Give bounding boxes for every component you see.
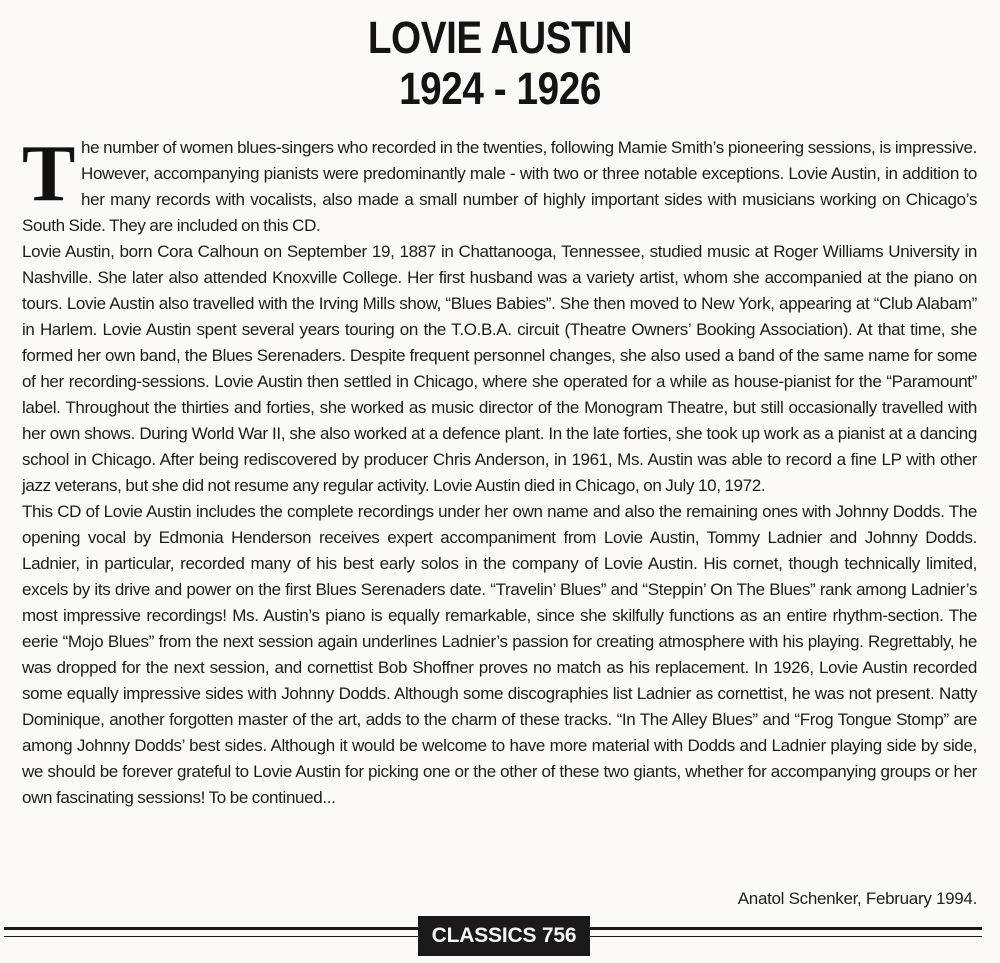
paragraph-recordings: This CD of Lovie Austin includes the complete recordings under her own name and also the remaining ones with Johnny Dodds. The opening vocal by Edmonia Henderson receives expert accompaniment from Lovie Austin, Tommy Ladnier and Johnny Dodds. Ladnier, in particular, recorded many of his best early solos in the company of Lovie Austin. His cornet, though technically limited, excels by its drive and power on the first Blues Serenaders date. “Travelin’ Blues” and “Steppin’ On The Blues” rank among Ladnier’s most impressive recordings! Ms. Austin’s piano is equally remarkable, since she skilfully functions as an entire rhythm-section. The eerie “Mojo Blues” from the next session again underlines Ladnier’s passion for creating atmosphere with his playing. Regrettably, he was dropped for the next session, and cornettist Bob Shoffner proves no match as his replacement. In 1926, Lovie Austin recorded some equally impressive sides with Johnny Dodds. Although some discographies list Ladnier as cornettist, he was not present. Natty Dominique, another forgotten master of the art, adds to the charm of these tracks. “In The Alley Blues” and “Frog Tongue Stomp” are among Johnny Dodds’ best sides. Although it would be welcome to have more material with Dodds and Ladnier playing side by side, we should be forever grateful to Lovie Austin for picking one or the other of these two giants, whether for accompanying groups or her own fascinating sessions! To be continued... <box>22 502 977 807</box>
paragraph-biography: Lovie Austin, born Cora Calhoun on September 19, 1887 in Chattanooga, Tennessee, studied music at Roger Williams University in Nashville. She later also attended Knoxville College. Her first husband was a variety artist, whom she accompanied at the piano on tours. Lovie Austin also travelled with the Irving Mills show, “Blues Babies”. She then moved to New York, appearing at “Club Alabam” in Harlem. Lovie Austin spent several years touring on the T.O.B.A. circuit (Theatre Owners’ Booking Association). At that time, she formed her own band, the Blues Serenaders. Despite frequent personnel changes, she also used a band of the same name for some of her recording-sessions. Lovie Austin then settled in Chicago, where she operated for a while as house-pianist for the “Paramount” label. Throughout the thirties and forties, she worked as music director of the Monogram Theatre, but still occasionally travelled with her own shows. During World War II, she also worked at a defence plant. In the late forties, she took up work as a pianist at a dancing school in Chicago. After being rediscovered by producer Chris Anderson, in 1961, Ms. Austin was able to record a fine LP with other jazz veterans, but she did not resume any regular activity. Lovie Austin died in Chicago, on July 10, 1972. <box>22 242 977 495</box>
paragraph-intro-text: he number of women blues-singers who recorded in the twenties, following Mamie Smith’s pioneering sessions, is impressive. However, accompanying pianists were predominantly male - with two or three notable exceptions. Lovie Austin, in addition to her many records with vocalists, also made a small number of highly important sides with musicians working on Chicago’s South Side. They are included on this CD. <box>22 138 977 235</box>
page-title <box>0 12 1000 114</box>
footer-rule-left <box>4 927 418 937</box>
drop-cap: T <box>22 130 76 218</box>
title-name: LOVIE AUSTIN <box>367 12 633 63</box>
paragraph-intro <box>22 130 977 239</box>
article-body <box>22 130 977 811</box>
footer-rule-right <box>590 927 982 937</box>
title-years: 1924 - 1926 <box>399 63 601 114</box>
catalog-label: CLASSICS 756 <box>418 916 590 956</box>
author-signature: Anatol Schenker, February 1994. <box>737 889 977 908</box>
